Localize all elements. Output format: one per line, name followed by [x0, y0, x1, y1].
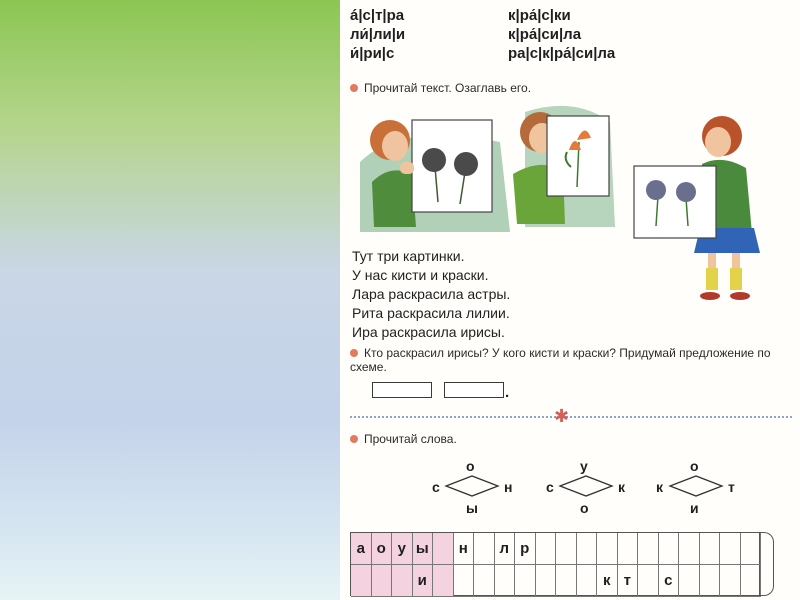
grid-cell [597, 533, 618, 565]
grid-cell [556, 533, 577, 565]
task-instruction [350, 346, 790, 374]
rhombus-letter-top: у [580, 458, 588, 474]
grid-cell [577, 565, 598, 597]
girl-with-aster-picture [360, 102, 520, 232]
grid-cell: к [597, 565, 618, 597]
divider-star-icon: ✱ [554, 406, 570, 426]
syllable-words-right [508, 6, 615, 63]
rhombus-letter-left: с [432, 479, 440, 495]
grid-cell: ы [413, 533, 434, 565]
rhombus-letter-bottom: и [690, 500, 699, 516]
bullet-icon [350, 435, 358, 443]
grid-cell [700, 533, 721, 565]
grid-cell [474, 565, 495, 597]
task-text: Прочитай текст. Озаглавь его. [364, 81, 532, 95]
grid-cell [433, 533, 454, 565]
word: á|с|т|ра [350, 7, 405, 24]
rhombus-letter-bottom: ы [466, 500, 478, 516]
letter-grid-end [758, 532, 774, 596]
grid-cell [556, 565, 577, 597]
sentence-scheme-box [372, 382, 432, 398]
grid-cell [536, 565, 557, 597]
grid-cell: л [495, 533, 516, 565]
rhombus-letter-right: н [504, 479, 513, 495]
story-line: У нас кисти и краски. [352, 267, 489, 283]
syllable-rhombus [432, 458, 512, 518]
bullet-icon [350, 349, 358, 357]
bullet-icon [350, 84, 358, 92]
story-text [352, 247, 510, 342]
grid-cell [474, 533, 495, 565]
task-text: Прочитай слова. [364, 432, 457, 446]
grid-cell [679, 565, 700, 597]
letter-grid-cells [350, 532, 760, 596]
task-instruction [350, 432, 457, 446]
scheme-period: . [505, 384, 510, 401]
word: ли́|ли|и [350, 26, 406, 43]
grid-cell [679, 533, 700, 565]
section-divider [350, 416, 792, 418]
grid-cell [515, 565, 536, 597]
grid-cell [536, 533, 557, 565]
story-line: Тут три картинки. [352, 248, 465, 264]
story-line: Ира раскрасила ирисы. [352, 324, 505, 340]
grid-cell [618, 533, 639, 565]
decorative-sidebar [0, 0, 340, 600]
grid-cell: с [659, 565, 680, 597]
word: ра|с|к|ра́|си|ла [508, 45, 616, 62]
grid-cell [577, 533, 598, 565]
grid-cell [454, 565, 475, 597]
rhombus-letter-right: т [728, 479, 735, 495]
rhombus-letter-left: к [656, 479, 664, 495]
rhombus-icon [556, 474, 616, 498]
grid-cell [638, 533, 659, 565]
syllable-rhombus [656, 458, 736, 518]
rhombus-letter-top: о [466, 458, 475, 474]
grid-cell [720, 533, 741, 565]
word: и́|ри|с [350, 45, 395, 62]
grid-cell [638, 565, 659, 597]
grid-cell [392, 565, 413, 597]
grid-cell [700, 565, 721, 597]
grid-cell: а [351, 533, 372, 565]
story-line: Рита раскрасила лилии. [352, 305, 510, 321]
word: к|ра́|си|ла [508, 26, 582, 43]
sentence-scheme-box [444, 382, 504, 398]
task-instruction [350, 81, 531, 95]
rhombus-letter-left: с [546, 479, 554, 495]
girl-with-iris-picture [630, 108, 780, 308]
grid-cell [372, 565, 393, 597]
grid-cell: р [515, 533, 536, 565]
grid-cell: т [618, 565, 639, 597]
grid-cell [495, 565, 516, 597]
rhombus-letter-bottom: о [580, 500, 589, 516]
grid-cell: о [372, 533, 393, 565]
syllable-words-left [350, 6, 405, 63]
task-text: Кто раскрасил ирисы? У кого кисти и краски? Придумай предложение по схеме. [350, 346, 771, 374]
grid-cell: и [413, 565, 434, 597]
grid-cell [659, 533, 680, 565]
word: к|ра́|с|ки [508, 7, 571, 24]
rhombus-letter-right: к [618, 479, 626, 495]
rhombus-icon [442, 474, 502, 498]
grid-cell [433, 565, 454, 597]
girl-with-lily-picture [505, 102, 625, 227]
textbook-page [340, 0, 800, 600]
rhombus-letter-top: о [690, 458, 699, 474]
grid-cell [351, 565, 372, 597]
story-line: Лара раскрасила астры. [352, 286, 511, 302]
grid-cell: у [392, 533, 413, 565]
rhombus-icon [666, 474, 726, 498]
syllable-rhombus [546, 458, 626, 518]
grid-cell [720, 565, 741, 597]
grid-cell: н [454, 533, 475, 565]
letter-grid [350, 532, 773, 596]
